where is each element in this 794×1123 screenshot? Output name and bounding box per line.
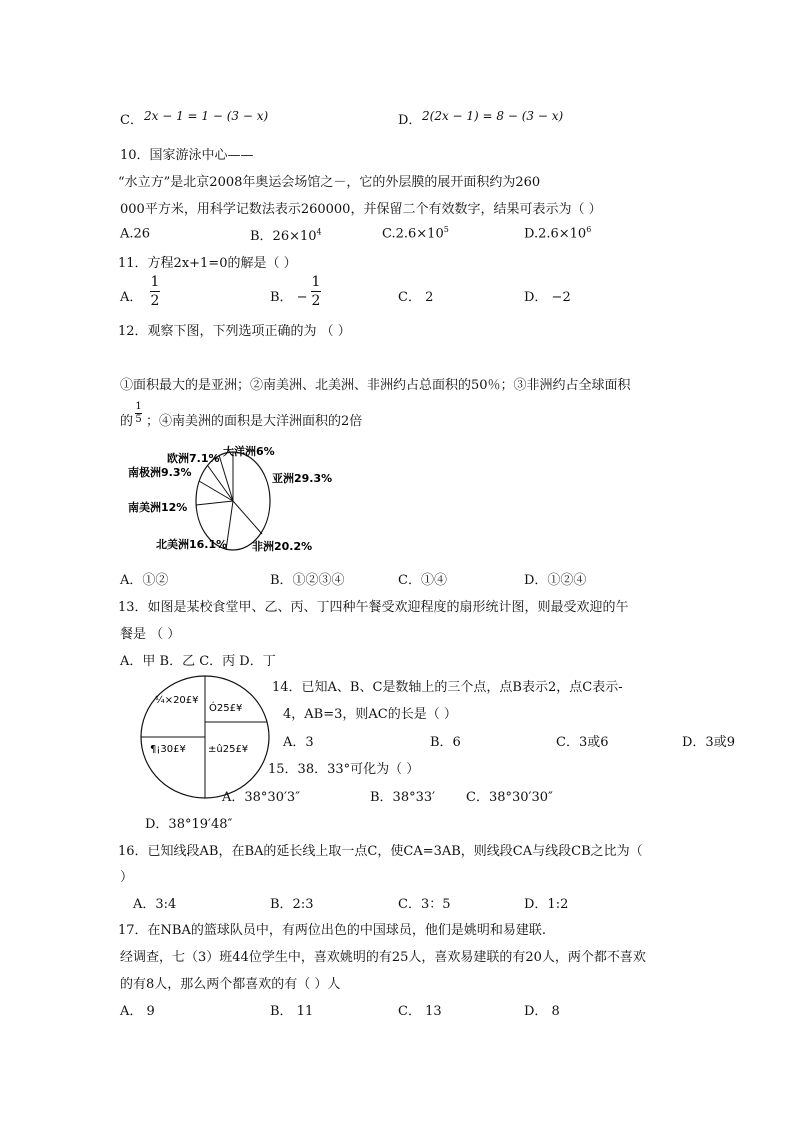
q16-stem-line2: ） xyxy=(120,870,134,885)
q12-statement-prefix: 的 xyxy=(120,414,134,429)
q12-option-a: A．①② xyxy=(120,573,169,588)
q10-option-b: B．$26\times 10^4$ xyxy=(250,227,322,244)
q15-stem: 15．38．33°可化为（ ） xyxy=(268,762,420,777)
lunch-pie-label-bottom-left: ¶¡30£¥ xyxy=(150,744,186,755)
q12-option-d: D．①②④ xyxy=(524,573,587,588)
q9-option-d-expr: 2(2x − 1) = 8 − (3 − x) xyxy=(422,109,564,123)
pie-divider-asia-africa xyxy=(233,501,262,534)
q10-option-a: A.26 xyxy=(120,226,151,242)
q10-stem-line1: 10．国家游泳中心—— xyxy=(120,148,254,163)
pie-divider-northamerica-southamerica xyxy=(196,501,233,505)
lunch-pie-label-top-left: ¼×20£¥ xyxy=(155,695,199,706)
q10-stem-line3: 000平方米，用科学记数法表示260000，并保留二个有效数字，结果可表示为（ ） xyxy=(120,202,602,217)
q11-option-c: C． 2 xyxy=(398,290,434,305)
q13-options: A．甲 B．乙 C．丙 D．丁 xyxy=(120,654,276,669)
q12-statement-line1: ①面积最大的是亚洲；②南美洲、北美洲、非洲约占总面积的50％；③非洲约占全球面积 xyxy=(120,378,631,393)
lunch-pie-label-top-right: Ó25£¥ xyxy=(209,703,243,714)
q11-option-d: D． −2 xyxy=(524,290,571,305)
q10-stem-line2: “水立方”是北京2008年奥运会场馆之－，它的外层膜的展开面积约为260 xyxy=(118,175,541,190)
q9-option-d-label: D． xyxy=(398,113,422,128)
q16-option-d: D．1:2 xyxy=(524,897,569,912)
q11-option-b-label: B． − xyxy=(270,290,308,305)
q13-stem-line1: 13．如图是某校食堂甲、乙、丙、丁四种午餐受欢迎程度的扇形统计图，则最受欢迎的午 xyxy=(118,600,629,615)
q14-stem-line2: 4，AB=3，则AC的长是（ ） xyxy=(283,707,457,722)
q12-option-c: C．①④ xyxy=(398,573,447,588)
q17-stem-line2: 经调查，七（3）班44位学生中，喜欢姚明的有25人，喜欢易建联的有20人，两个都不喜欢 xyxy=(120,950,646,965)
lunch-pie-chart xyxy=(135,672,275,802)
q16-option-c: C．3：5 xyxy=(398,897,451,912)
q15-option-d: D．38°19′48″ xyxy=(145,817,233,832)
q9-option-c-expr: 2x − 1 = 1 − (3 − x) xyxy=(144,109,269,123)
q11-option-a-label: A． xyxy=(120,290,143,305)
q17-option-a: A． 9 xyxy=(120,1004,155,1019)
pie-label-europe: 欧洲7.1% xyxy=(167,452,220,465)
q14-option-d: D．3或9 xyxy=(682,735,735,750)
q17-stem-line3: 的有8人，那么两个都喜欢的有（ ）人 xyxy=(120,977,341,992)
q16-stem-line1: 16．已知线段AB，在BA的延长线上取一点C，使CA=3AB，则线段CA与线段CB之比为（ xyxy=(118,844,643,859)
q17-option-b: B． 11 xyxy=(270,1004,314,1019)
pie-label-antarctica: 南极洲9.3% xyxy=(128,466,192,479)
q13-stem-line2: 餐是 （ ） xyxy=(120,627,181,642)
q12-option-b: B．①②③④ xyxy=(270,573,345,588)
q15-option-c: C．38°30′30″ xyxy=(466,790,553,805)
pie-label-asia: 亚洲29.3% xyxy=(272,472,333,485)
q15-option-b: B．38°33′ xyxy=(370,790,436,805)
q10-option-c: $C.2.6\times 10^5$ xyxy=(382,225,449,242)
q17-stem-line1: 17．在NBA的篮球队员中，有两位出色的中国球员，他们是姚明和易建联. xyxy=(118,923,546,938)
q15-option-a: A．38°30′3″ xyxy=(222,790,301,805)
q11-option-a-fraction: 1 2 xyxy=(150,274,160,309)
q11-option-b-fraction: 1 2 xyxy=(311,274,321,309)
q16-option-b: B．2:3 xyxy=(270,897,314,912)
q17-option-c: C． 13 xyxy=(398,1004,442,1019)
q12-one-fifth-fraction: 1 5 xyxy=(135,401,142,425)
q14-option-a: A．3 xyxy=(283,735,314,750)
pie-label-oceania: 大洋洲6% xyxy=(223,445,275,458)
pie-divider-antarctica-europe xyxy=(208,466,233,501)
q14-option-b: B．6 xyxy=(430,735,461,750)
pie-label-africa: 非洲20.2% xyxy=(252,540,313,553)
pie-label-north-america: 北美洲16.1% xyxy=(156,538,228,551)
continent-pie-chart xyxy=(115,438,345,558)
q10-option-d: $D.2.6\times 10^6$ xyxy=(524,225,592,242)
lunch-pie-label-bottom-right: ±û25£¥ xyxy=(208,744,249,755)
q12-stem: 12．观察下图，下列选项正确的为 （ ） xyxy=(118,324,351,339)
pie-label-south-america: 南美洲12% xyxy=(128,501,188,514)
q14-stem-line1: 14．已知A、B、C是数轴上的三个点，点B表示2，点C表示- xyxy=(272,680,623,695)
q12-statement-suffix: ；④南美洲的面积是大洋洲面积的2倍 xyxy=(146,414,363,429)
q9-option-c-label: C． xyxy=(120,113,143,128)
q17-option-d: D． 8 xyxy=(524,1004,560,1019)
q11-stem: 11．方程2x+1=0的解是（ ） xyxy=(118,256,297,271)
q14-option-c: C．3或6 xyxy=(556,735,609,750)
q16-option-a: A．3:4 xyxy=(133,897,177,912)
